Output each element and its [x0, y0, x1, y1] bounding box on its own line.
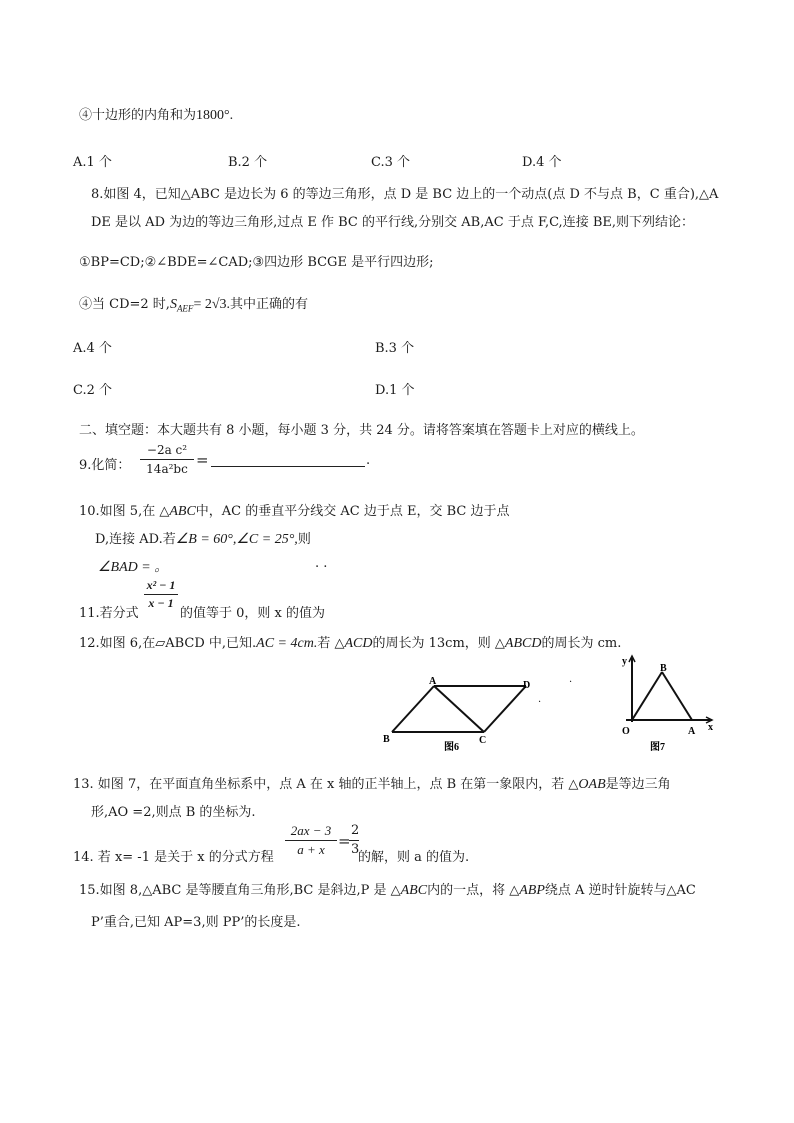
stray-dot-1: · — [538, 697, 542, 708]
q8-line4 — [79, 293, 308, 314]
q10-dots: . . — [315, 556, 328, 571]
fig6-side-ab — [392, 686, 434, 732]
q9-prefix: 9.化简： — [79, 458, 131, 473]
fig6-label-b: B — [383, 734, 390, 745]
q8-line1: 8.如图 4，已知△ABC 是边长为 6 的等边三角形，点 D 是 BC 边上的一个动点(点 D 不与点 B，C 重合),△A — [91, 187, 719, 202]
q9-answer-blank — [211, 466, 365, 467]
q11-fraction — [144, 577, 178, 612]
q13-triangle: OAB — [578, 777, 606, 792]
q12-line — [79, 632, 621, 652]
q7-item4-text: ④十边形的内角和为 — [79, 108, 197, 123]
figure-7-coordinate-triangle — [618, 652, 724, 754]
fig6-diagonal-ac — [434, 686, 484, 732]
q8-area-subscript: AEF — [176, 303, 194, 314]
q15-line1-pre: 15.如图 8,△ABC 是等腰直角三角形,BC 是斜边,P 是 △ — [79, 883, 401, 898]
q8-line4-pre: ④当 CD=2 时, — [79, 297, 170, 312]
q7-item4-value: 1800°. — [196, 108, 234, 123]
q8-area-value: = 2√3. — [193, 297, 231, 312]
q9-fraction — [140, 441, 194, 478]
q10-line1-pre: 10.如图 5,在 △ — [79, 504, 170, 519]
fig7-label-x: x — [708, 722, 713, 733]
q12-mid2: 的周长为 13cm，则 △ — [372, 636, 505, 651]
fig6-label-a: A — [429, 676, 437, 687]
section-2-header: 二、填空题：本大题共有 8 小题，每小题 3 分，共 24 分。请将答案填在答题卡上对应的横线上。 — [79, 423, 644, 438]
q8-line2: DE 是以 AD 为边的等边三角形,过点 E 作 BC 的平行线,分别交 AB,AC 于点 F,C,连接 BE,则下列结论： — [91, 215, 695, 230]
q10-line3: ∠BAD = 。 — [98, 560, 169, 575]
q7-item4 — [79, 104, 233, 124]
q9-end: . — [366, 453, 371, 468]
q15-line1 — [79, 879, 696, 899]
q12-quad-abcd: ABCD — [504, 636, 542, 651]
q7-option-a: A.1 个 — [73, 155, 112, 170]
fig7-label-o: O — [622, 726, 630, 737]
q14-right-denominator: 3 — [351, 842, 360, 857]
q9-equals: = — [196, 451, 209, 469]
q13-line1-post: 是等边三角 — [605, 777, 671, 792]
q7-option-b: B.2 个 — [228, 155, 268, 170]
q12-mid: 若 △ — [317, 636, 345, 651]
fig6-side-cd — [484, 686, 526, 732]
fig6-label-d: D — [523, 680, 531, 691]
q10-line1 — [79, 500, 510, 520]
fig7-side-ob — [632, 672, 662, 720]
q15-triangle-abp: ABP — [519, 883, 545, 898]
q8-line3: ①BP=CD;②∠BDE=∠CAD;③四边形 BCGE 是平行四边形; — [79, 255, 434, 270]
q14-denominator: a + x — [297, 842, 325, 857]
q10-line2-post: 则 — [297, 532, 311, 547]
q9-numerator: −2a c² — [140, 441, 194, 460]
q10-line2 — [95, 528, 311, 548]
q8-line4-post: 其中正确的有 — [230, 297, 309, 312]
q8-option-b: B.3 个 — [375, 341, 415, 356]
q14-pre: 14. 若 x= -1 是关于 x 的分式方程 — [73, 850, 274, 865]
q11-post: 的值等于 0，则 x 的值为 — [180, 606, 325, 621]
q13-line1 — [73, 773, 671, 793]
q14-equals: = — [338, 832, 351, 850]
q13-line2: 形,AO =2,则点 B 的坐标为. — [91, 805, 256, 820]
q11-pre: 11.若分式 — [79, 606, 139, 621]
q12-post: 的周长为 cm. — [541, 636, 622, 651]
fig6-label-c: C — [479, 735, 487, 746]
fig6-caption: 图6 — [444, 742, 459, 753]
q7-option-d: D.4 个 — [522, 155, 562, 170]
q8-area-symbol: S — [169, 297, 177, 312]
q8-option-a: A.4 个 — [73, 341, 112, 356]
q9-denominator: 14a²bc — [146, 462, 188, 476]
q10-line2-pre: D,连接 AD.若 — [95, 532, 176, 547]
q7-option-c: C.3 个 — [371, 155, 411, 170]
q15-triangle-abc: ABC — [400, 883, 428, 898]
q8-option-d: D.1 个 — [375, 383, 415, 398]
q8-option-c: C.2 个 — [73, 383, 113, 398]
q11-numerator: x² − 1 — [144, 577, 178, 595]
q15-line2: P’重合,已知 AP=3,则 PP’的长度是. — [91, 915, 301, 930]
fig7-label-y: y — [622, 656, 627, 667]
stray-dot-2: · — [569, 677, 573, 688]
q14-post: 的解，则 a 的值为. — [358, 850, 470, 865]
fig7-label-a: A — [688, 726, 696, 737]
q15-line1-post: 绕点 A 逆时针旋转与△AC — [544, 883, 696, 898]
q12-ac-length: AC = 4cm. — [256, 636, 318, 651]
q10-angles: ∠B = 60°,∠C = 25°, — [175, 532, 298, 547]
q10-line1-post: 中，AC 的垂直平分线交 AC 边于点 E，交 BC 边于点 — [195, 504, 510, 519]
q15-line1-mid: 内的一点，将 △ — [427, 883, 520, 898]
q14-right-numerator: 2 — [349, 822, 359, 841]
q12-pre: 12.如图 6,在▱ABCD 中,已知. — [79, 636, 257, 651]
fig7-side-ba — [662, 672, 692, 720]
fig7-label-b: B — [660, 663, 667, 674]
q13-line1-pre: 13. 如图 7，在平面直角坐标系中，点 A 在 x 轴的正半轴上，点 B 在第一象限内，若 △ — [73, 777, 579, 792]
q10-triangle: ABC — [169, 504, 196, 519]
q14-fraction-left — [285, 822, 337, 859]
fig7-caption: 图7 — [650, 742, 665, 753]
q11-denominator: x − 1 — [148, 596, 174, 610]
q12-triangle-acd: ACD — [344, 636, 373, 651]
figure-6-parallelogram — [380, 674, 550, 754]
q14-numerator: 2ax − 3 — [285, 822, 337, 841]
